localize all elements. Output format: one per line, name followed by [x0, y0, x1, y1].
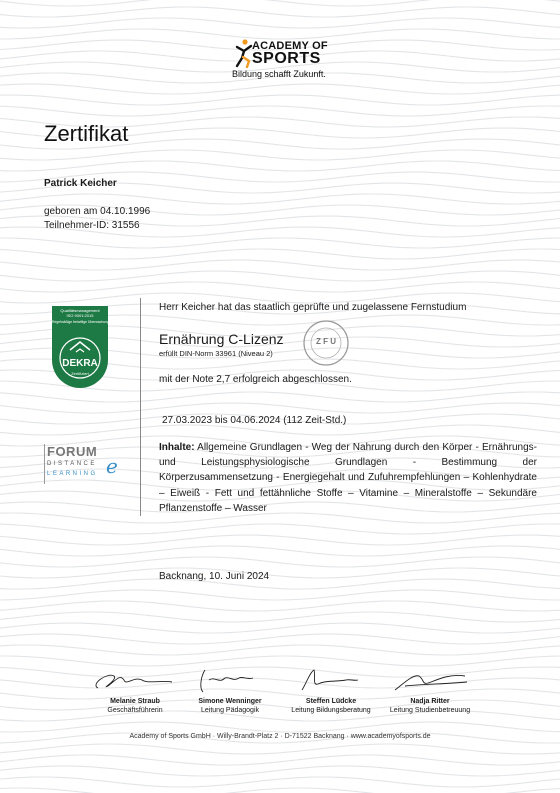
logo-tagline: Bildung schafft Zukunft. — [232, 69, 326, 79]
signature-1 — [80, 666, 190, 694]
dekra-line2: ISO 9001:2015 — [66, 313, 94, 318]
course-norm: erfüllt DIN-Norm 33961 (Niveau 2) — [159, 349, 273, 358]
dekra-footer: Zertifiziert — [71, 371, 89, 376]
contents-label: Inhalte: — [159, 442, 195, 453]
signatory-3-name: Steffen Lüdcke — [305, 698, 357, 705]
athlete-figure-icon — [234, 38, 254, 68]
participant-id: Teilnehmer-ID: 31556 — [44, 220, 140, 231]
zfu-center: Z F U — [316, 337, 336, 346]
wave-line — [0, 623, 560, 633]
signatory-2-role: Leitung Pädagogik — [201, 707, 259, 714]
forum-line2: DISTANCE — [47, 461, 97, 467]
wave-line — [0, 106, 560, 116]
wave-line — [0, 744, 560, 754]
signature-3 — [276, 666, 386, 694]
signatory-4-name: Nadja Ritter — [410, 698, 450, 705]
dekra-brand: DEKRA — [62, 358, 98, 369]
wave-line — [0, 568, 560, 578]
signatory-4-role: Leitung Studienbetreuung — [389, 707, 471, 714]
forum-line1: FORUM — [47, 444, 98, 459]
wave-line — [0, 282, 560, 292]
forum-distance-learning-logo — [44, 444, 126, 484]
contents-text: Allgemeine Grundlagen - Weg der Nahrung durch den Körper - Ernährungs- und Leistungsphysiologische Grundlagen - Bestimmung der Körperzusammensetzung - Energiegehalt und Zufuhrempfehlungen – Kohlenhydrate – Eiweiß - Fett und fettähnliche Stoffe – Vitamine – Mineralstoffe – Sekundäre Pflanzenstoffe – Wasser — [159, 442, 537, 514]
place-and-date: Backnang, 10. Juni 2024 — [159, 571, 270, 582]
wave-line — [0, 238, 560, 248]
wave-line — [0, 403, 560, 413]
dekra-line1: Qualitätsmanagement — [60, 308, 100, 313]
forum-line3: LEARNING — [47, 471, 98, 477]
birth-date: geboren am 04.10.1996 — [44, 206, 151, 217]
wave-line — [0, 150, 560, 160]
certificate-title: Zertifikat — [44, 121, 129, 146]
dekra-certification-seal — [52, 306, 108, 388]
wave-line — [0, 271, 560, 281]
footer-address: Academy of Sports GmbH · Willy-Brandt-Platz 2 · D-71522 Backnang · www.academyofsports.de — [129, 733, 431, 740]
forum-logo-bar — [44, 444, 45, 484]
wave-line — [0, 0, 560, 6]
wave-line — [0, 535, 560, 545]
wave-line — [0, 722, 560, 732]
dekra-line3: Regelmäßige freiwillige Überwachung — [52, 320, 109, 324]
wave-line — [0, 392, 560, 402]
course-dates: 27.03.2023 bis 04.06.2024 (112 Zeit-Std.) — [162, 415, 347, 426]
wave-line — [0, 161, 560, 171]
forum-e: e — [106, 454, 118, 478]
wave-line — [0, 656, 560, 666]
logo-brand-line2: SPORTS — [252, 50, 321, 67]
signatory-1-role: Geschäftsführerin — [107, 707, 163, 714]
wave-line — [0, 777, 560, 787]
wave-line — [0, 755, 560, 765]
course-grade: mit der Note 2,7 erfolgreich abgeschlossen. — [159, 374, 352, 385]
wave-line — [0, 612, 560, 622]
signatory-3-role: Leitung Bildungsberatung — [291, 707, 371, 714]
wave-line — [0, 590, 560, 600]
wave-line — [0, 634, 560, 644]
academy-of-sports-logo — [230, 36, 340, 84]
logo-brand-line1: ACADEMY OF — [252, 40, 328, 52]
wave-line — [0, 249, 560, 259]
wave-line — [0, 425, 560, 435]
participant-name: Patrick Keicher — [44, 178, 117, 189]
course-title: Ernährung C-Lizenz — [159, 331, 284, 347]
zfu-stamp — [301, 318, 351, 368]
wave-line — [0, 95, 560, 105]
signatory-2-name: Simone Wenninger — [198, 698, 262, 705]
wave-line — [0, 601, 560, 611]
wave-line — [0, 546, 560, 556]
course-intro: Herr Keicher hat das staatlich geprüfte und zugelassene Fernstudium — [159, 302, 467, 313]
wave-line — [0, 766, 560, 776]
signature-4 — [375, 666, 485, 694]
wave-line — [0, 18, 560, 28]
course-contents — [159, 440, 537, 516]
wave-line — [0, 557, 560, 567]
wave-line — [0, 645, 560, 655]
vertical-divider — [140, 298, 141, 516]
signatory-1-name: Melanie Straub — [110, 698, 160, 705]
wave-line — [0, 524, 560, 534]
wave-line — [0, 260, 560, 270]
wave-line — [0, 579, 560, 589]
wave-line — [0, 194, 560, 204]
wave-line — [0, 84, 560, 94]
wave-line — [0, 788, 560, 793]
signature-2 — [175, 666, 285, 694]
wave-line — [0, 7, 560, 17]
